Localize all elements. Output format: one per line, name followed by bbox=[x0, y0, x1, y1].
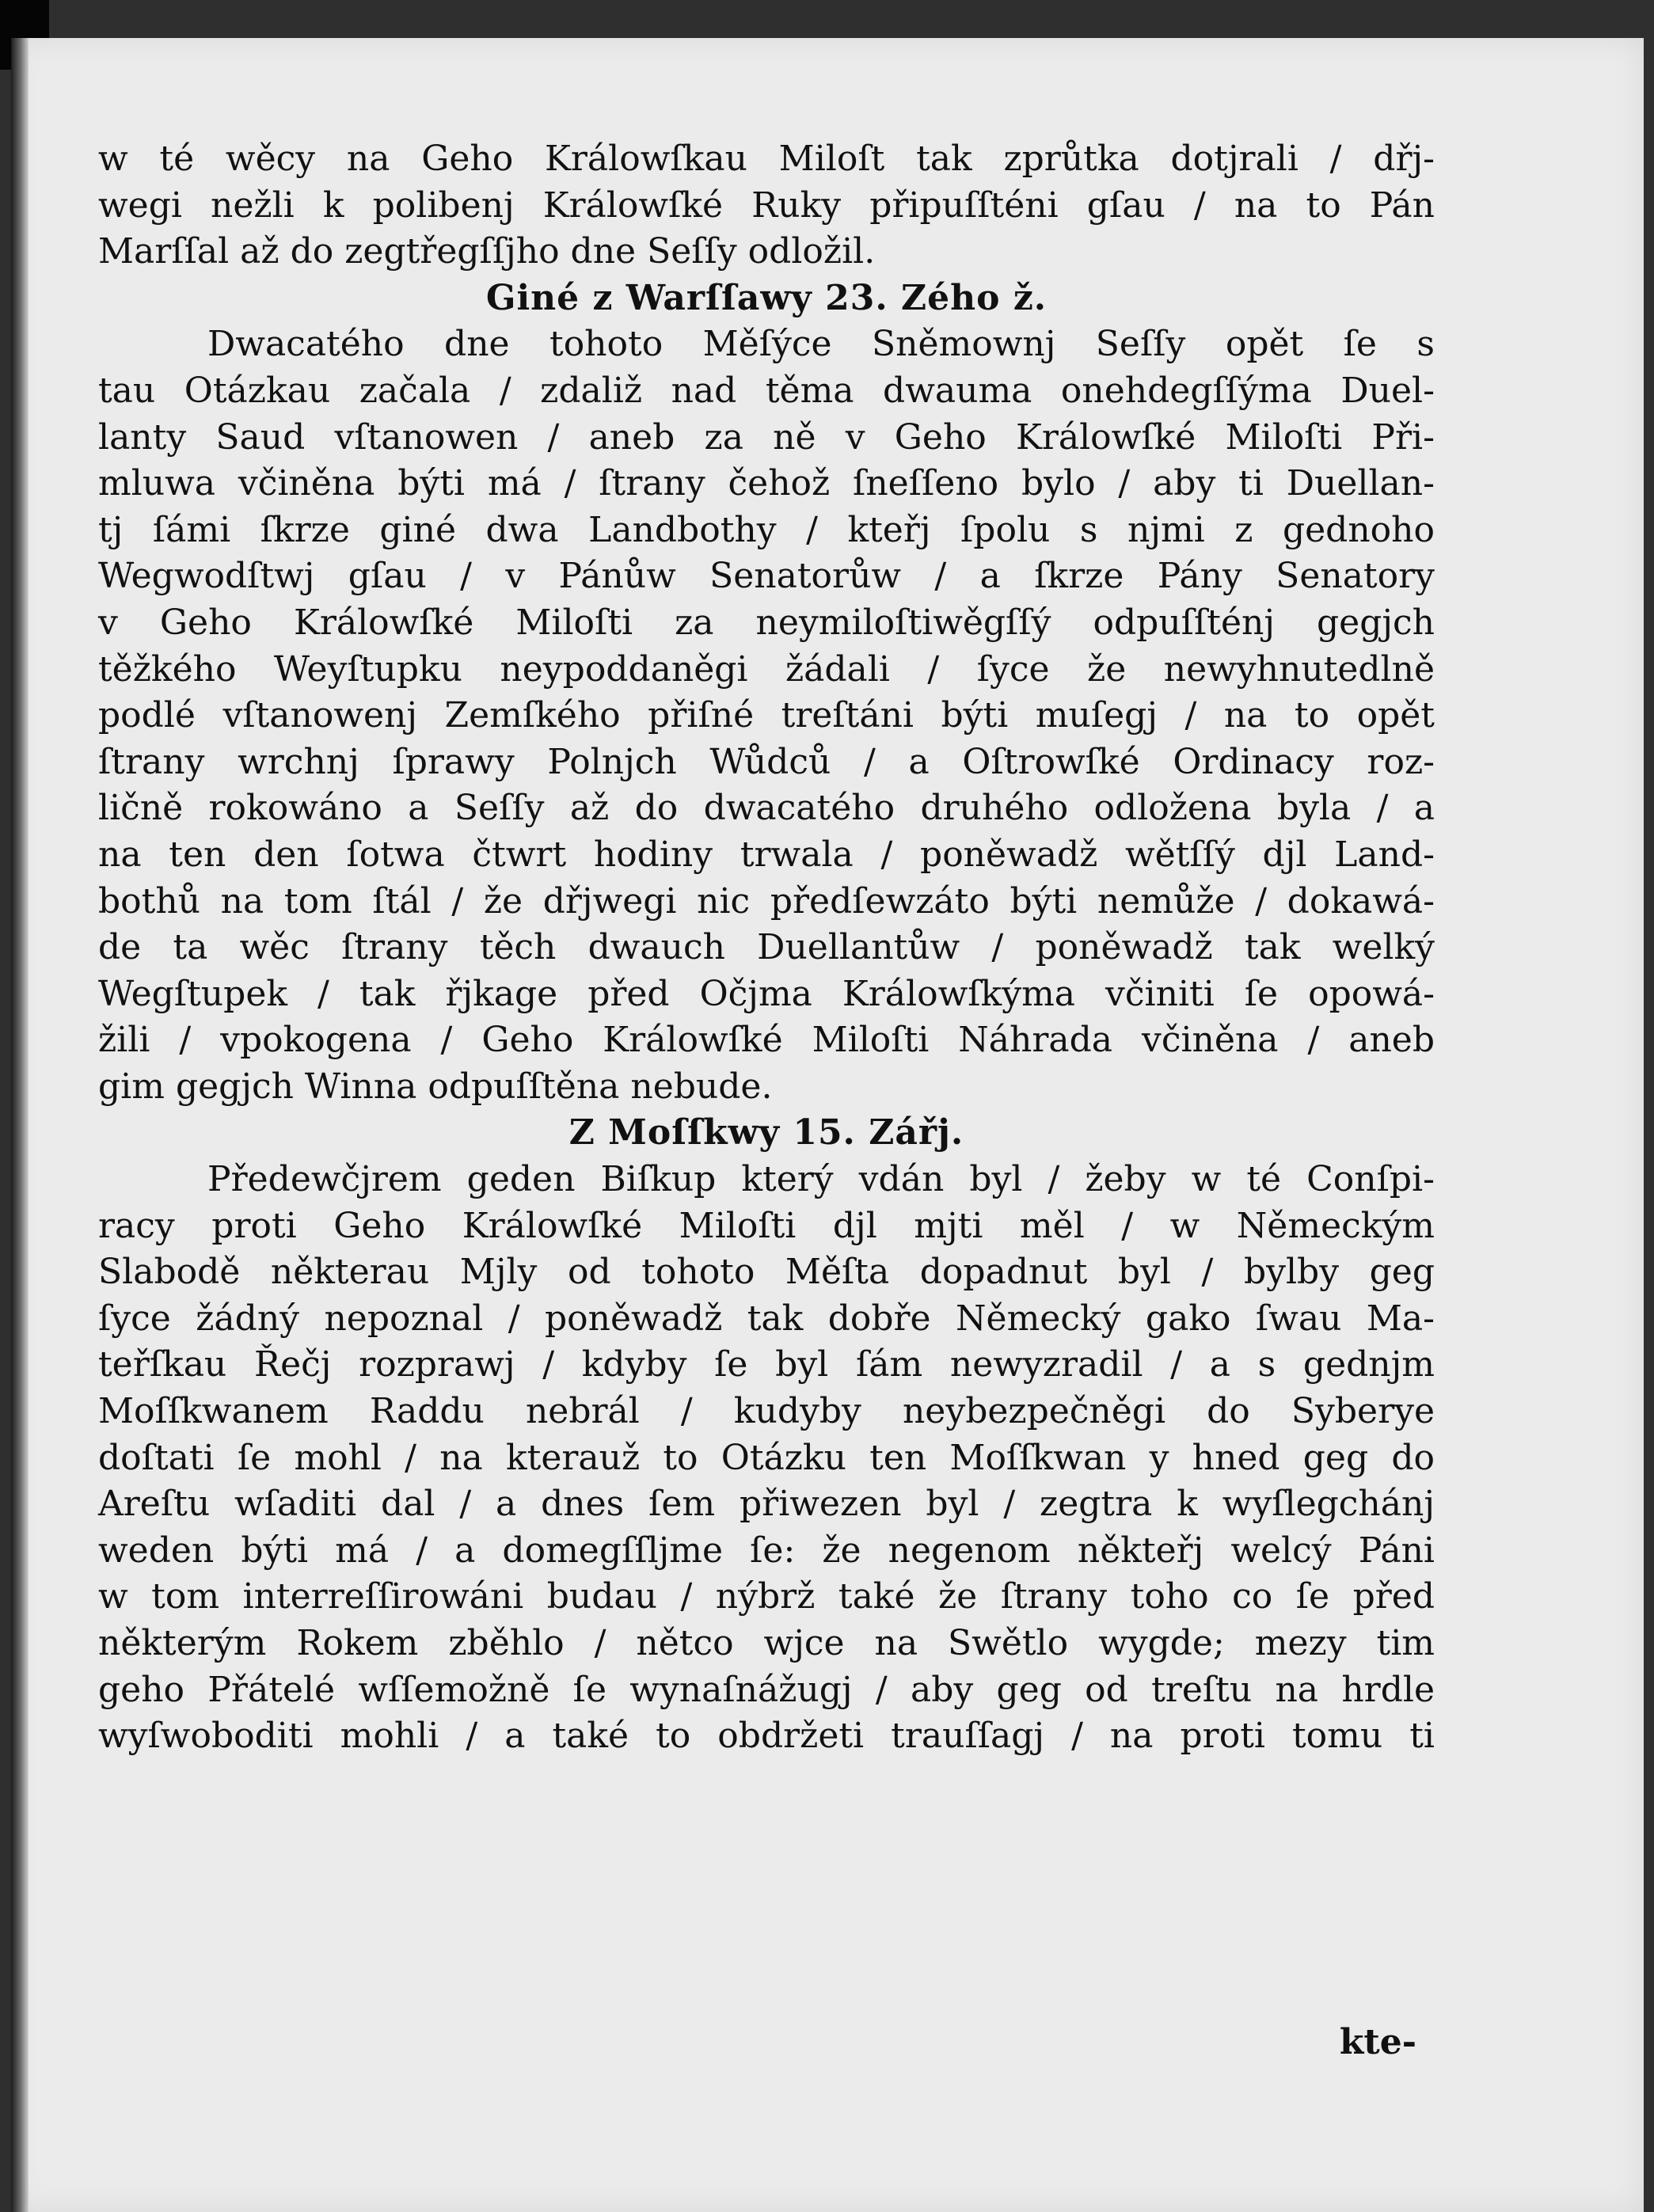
text-line: ſyce žádný nepoznal / poněwadž tak dobře Německý gako ſwau Ma- bbox=[98, 1298, 1435, 1339]
text-line: Wegwodſtwj gſau / v Pánůw Senatorůw / a ſkrze Pány Senatory bbox=[98, 556, 1435, 597]
text-line: teřſkau Řečj rozprawj / kdyby ſe byl ſám newyzradil / a s gednjm bbox=[98, 1344, 1435, 1385]
dateline-warsaw: Giné z Warſſawy 23. Zého ž. bbox=[485, 277, 1048, 318]
page-binding-edge bbox=[11, 38, 29, 2212]
text-line: žili / vpokogena / Geho Králowſké Miloſti Náhrada včiněna / aneb bbox=[98, 1020, 1435, 1061]
text-line: některým Rokem zběhlo / nětco wjce na Swětlo wygde; mezy tim bbox=[98, 1623, 1435, 1663]
text-line: bothů na tom ſtál / že dřjwegi nic předſewzáto býti nemůže / dokawá- bbox=[98, 880, 1435, 922]
text-line: Marſſal až do zegtřegſſjho dne Seſſy odložil. bbox=[98, 231, 876, 272]
text-line: w té wěcy na Geho Králowſkau Miloſt tak zprůtka dotjrali / dřj- bbox=[98, 139, 1435, 179]
text-line: Areſtu wſaditi dal / a dnes ſem přiwezen byl / zegtra k wyſlegchánj bbox=[98, 1484, 1435, 1525]
text-line: mluwa včiněna býti má / ſtrany čehož ſneſſeno bylo / aby ti Duellan- bbox=[98, 463, 1435, 504]
text-line: Dwacatého dne tohoto Měſýce Sněmownj Seſſy opět ſe s bbox=[207, 324, 1435, 365]
text-line: gim gegjch Winna odpuſſtěna nebude. bbox=[98, 1066, 773, 1107]
catchword: kte- bbox=[1339, 2022, 1416, 2062]
dateline-moscow: Z Moſſkwy 15. Zářj. bbox=[568, 1112, 964, 1154]
text-line: racy proti Geho Králowſké Miloſti djl mjti měl / w Německým bbox=[98, 1205, 1435, 1246]
text-line: wyſwoboditi mohli / a také to obdržeti trauſſagj / na proti tomu ti bbox=[98, 1716, 1435, 1757]
text-line: na ten den ſotwa čtwrt hodiny trwala / poněwadž wětſſý djl Land- bbox=[98, 834, 1435, 875]
text-line: lanty Saud vſtanowen / aneb za ně v Geho Králowſké Miloſti Při- bbox=[98, 416, 1435, 458]
text-line: ſtrany wrchnj ſprawy Polnjch Wůdců / a Oſtrowſké Ordinacy roz- bbox=[98, 741, 1435, 782]
text-line: wegi nežli k polibenj Králowſké Ruky připuſſténi gſau / na to Pán bbox=[98, 184, 1435, 226]
text-line: Slabodě některau Mjly od tohoto Měſta dopadnut byl / bylby geg bbox=[98, 1252, 1435, 1293]
text-line: w tom interreſſirowáni budau / nýbrž také že ſtrany toho co ſe před bbox=[98, 1576, 1435, 1617]
text-line: v Geho Králowſké Miloſti za neymiloſtiwěgſſý odpuſſténj gegjch bbox=[98, 602, 1435, 643]
text-line: weden býti má / a domegſſljme ſe: že negenom někteřj welcý Páni bbox=[98, 1530, 1435, 1571]
page-text bbox=[98, 136, 1435, 1760]
text-line: tj ſámi ſkrze giné dwa Landbothy / kteřj ſpolu s njmi z gednoho bbox=[98, 509, 1435, 550]
text-line: těžkého Weyſtupku neypoddaněgi žádali / ſyce že newyhnutedlně bbox=[98, 648, 1435, 690]
text-line: geho Přátelé wſſemožně ſe wynaſnážugj / aby geg od treſtu na hrdle bbox=[98, 1669, 1435, 1710]
text-line: de ta wěc ſtrany těch dwauch Duellantůw / poněwadž tak welký bbox=[98, 927, 1435, 968]
text-line: Předewčjrem geden Biſkup který vdán byl / žeby w té Conſpi- bbox=[207, 1159, 1435, 1200]
text-line: podlé vſtanowenj Zemſkého přiſné treſtáni býti muſegj / na to opět bbox=[98, 695, 1435, 736]
text-line: Moſſkwanem Raddu nebrál / kudyby neybezpečněgi do Syberye bbox=[98, 1391, 1435, 1432]
text-line: Wegſtupek / tak řjkage před Očjma Králowſkýma včiniti ſe opowá- bbox=[98, 973, 1435, 1014]
text-line: ličně rokowáno a Seſſy až do dwacatého druhého odložena byla / a bbox=[98, 788, 1435, 829]
text-line: doſtati ſe mohl / na kterauž to Otázku ten Moſſkwan y hned geg do bbox=[98, 1437, 1435, 1478]
text-line: tau Otázkau začala / zdaliž nad těma dwauma onehdegſſýma Duel- bbox=[98, 370, 1435, 411]
